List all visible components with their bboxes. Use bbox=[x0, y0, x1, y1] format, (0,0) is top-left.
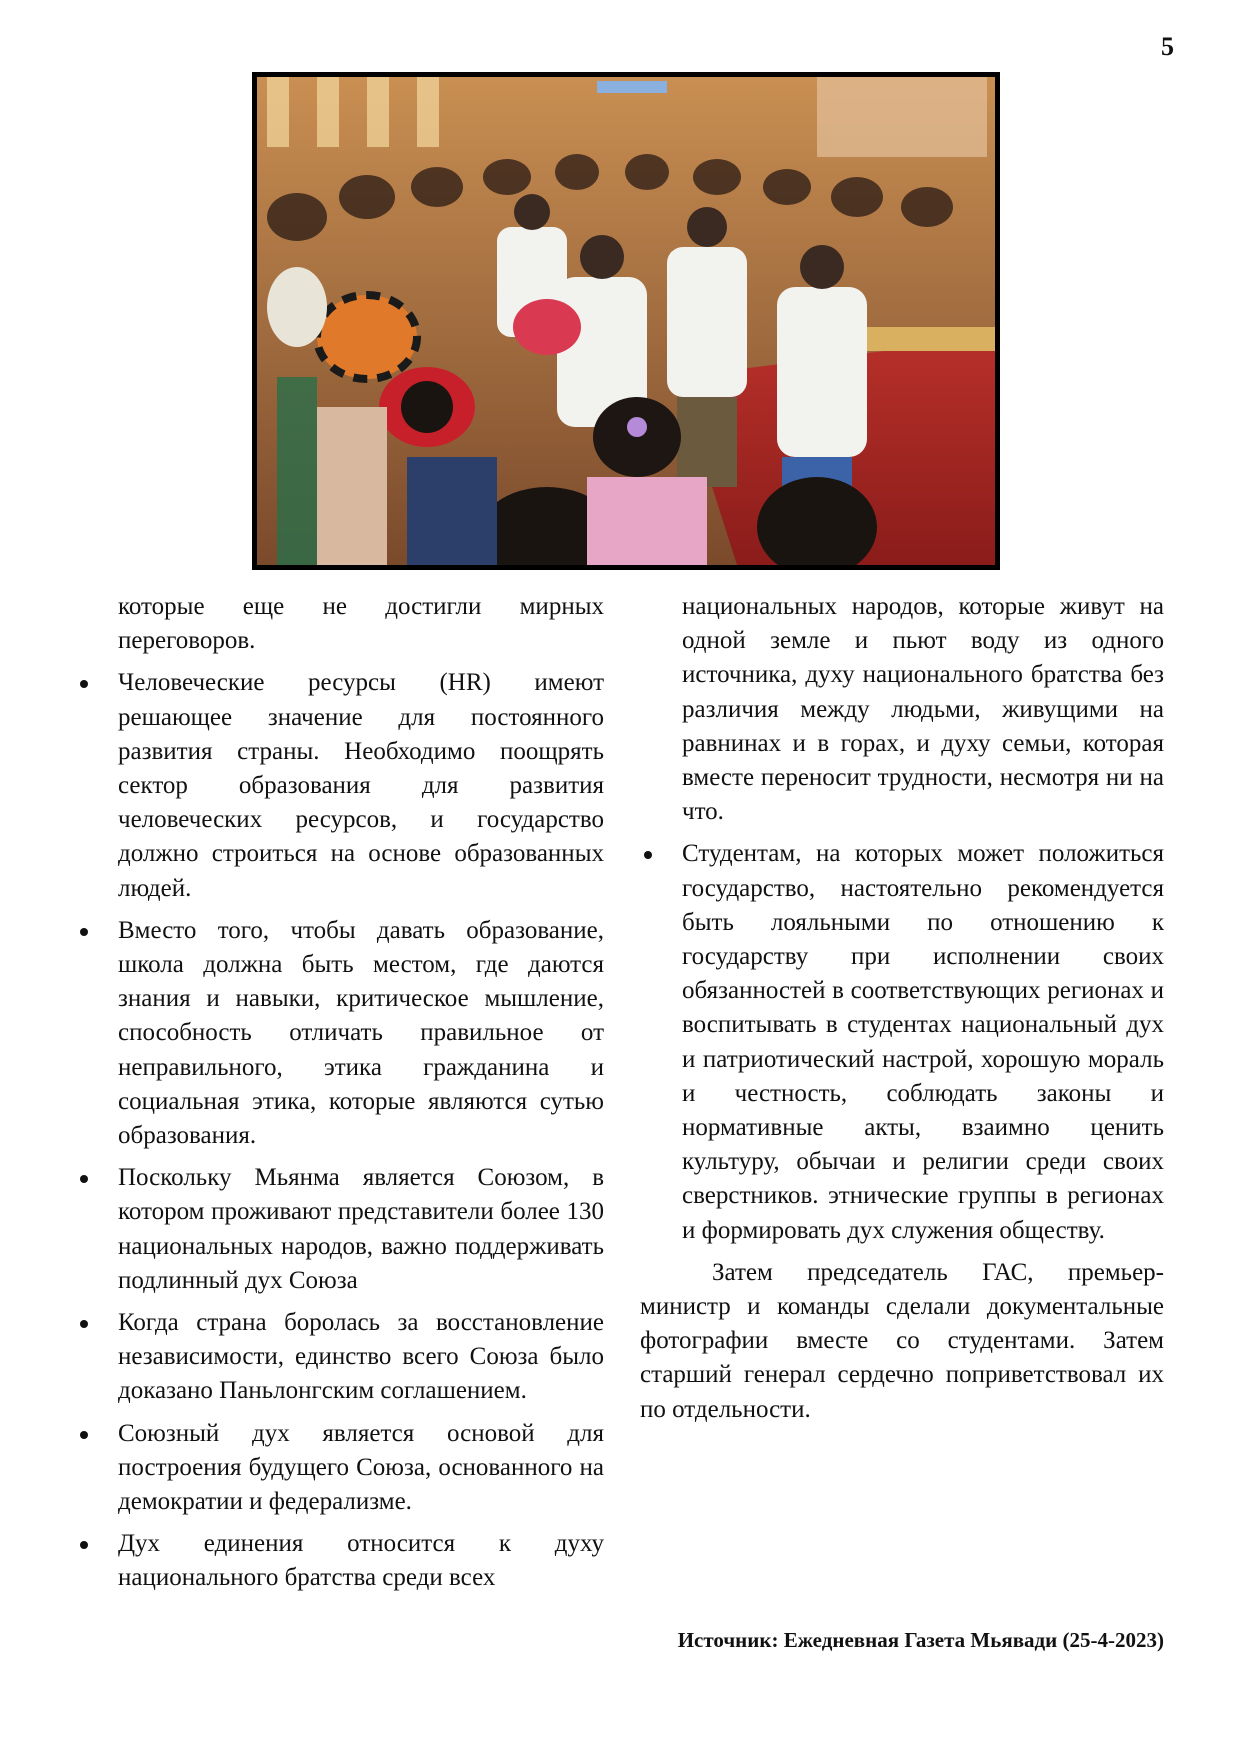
list-item: Студентам, на которых может положиться государство, настоятельно рекомендуется быть лояльными по отношению к государству при исполнении своих обязанностей в соответствующих регионах и воспитывать в студентах национальный дух и патриотический настрой, хорошую мораль и честность, соблюдать законы и нормативные акты, взаимно ценить культуру, обычаи и религии среди своих сверстников. этнические группы в регионах и формировать дух служения обществу. bbox=[640, 837, 1164, 1247]
list-item: Союзный дух является основой для построения будущего Союза, основанного на демократии и федерализме. bbox=[76, 1417, 604, 1520]
source-credit: Источник: Ежедневная Газета Мьявади (25-4-2023) bbox=[677, 1628, 1164, 1652]
list-item: национальных народов, которые живут на одной земле и пьют воду из одного источника, духу национального братства без различия между людьми, живущими на равнинах и в горах, и духу семьи, которая вместе переносит трудности, несмотря ни на что. bbox=[682, 593, 1164, 826]
list-item: Человеческие ресурсы (HR) имеют решающее значение для постоянного развития страны. Необходимо поощрять сектор образования для развития человеческих ресурсов, и государство должно строиться на основе образованных людей. bbox=[76, 666, 604, 905]
list-item: Вместо того, чтобы давать образование, школа должна быть местом, где даются знания и навыки, критическое мышление, способность отличать правильное от неправильного, этика гражданина и социальная этика, которые являются сутью образования. bbox=[76, 914, 604, 1153]
bullet-dot-icon bbox=[80, 1320, 88, 1328]
left-column bbox=[76, 590, 604, 1604]
list-item: Поскольку Мьянма является Союзом, в котором проживают представители более 130 национальных народов, важно поддерживать подлинный дух Союза bbox=[76, 1161, 604, 1298]
list-item: Когда страна боролась за восстановление независимости, единство всего Союза было доказано Паньлонгским соглашением. bbox=[76, 1306, 604, 1409]
bullet-dot-icon bbox=[80, 1431, 88, 1439]
right-column bbox=[640, 590, 1164, 1433]
bullet-dot-icon bbox=[80, 680, 88, 688]
bullet-dot-icon bbox=[644, 851, 652, 859]
photo-icon bbox=[257, 77, 995, 565]
right-bullet-list bbox=[640, 590, 1164, 1248]
page-number: 5 bbox=[1161, 32, 1174, 61]
bullet-dot-icon bbox=[80, 1175, 88, 1183]
photo bbox=[252, 72, 1000, 570]
list-item: Дух единения относится к духу национального братства среди всех bbox=[76, 1527, 604, 1595]
bullet-dot-icon bbox=[80, 1541, 88, 1549]
left-bullet-list bbox=[76, 590, 604, 1596]
bullet-dot-icon bbox=[80, 928, 88, 936]
list-item: которые еще не достигли мирных переговоров. bbox=[118, 593, 604, 655]
closing-paragraph: Затем председатель ГАС, премьер-министр и команды сделали документальные фотографии вместе со студентами. Затем старший генерал сердечно поприветствовал их по отдельности. bbox=[640, 1258, 1164, 1423]
